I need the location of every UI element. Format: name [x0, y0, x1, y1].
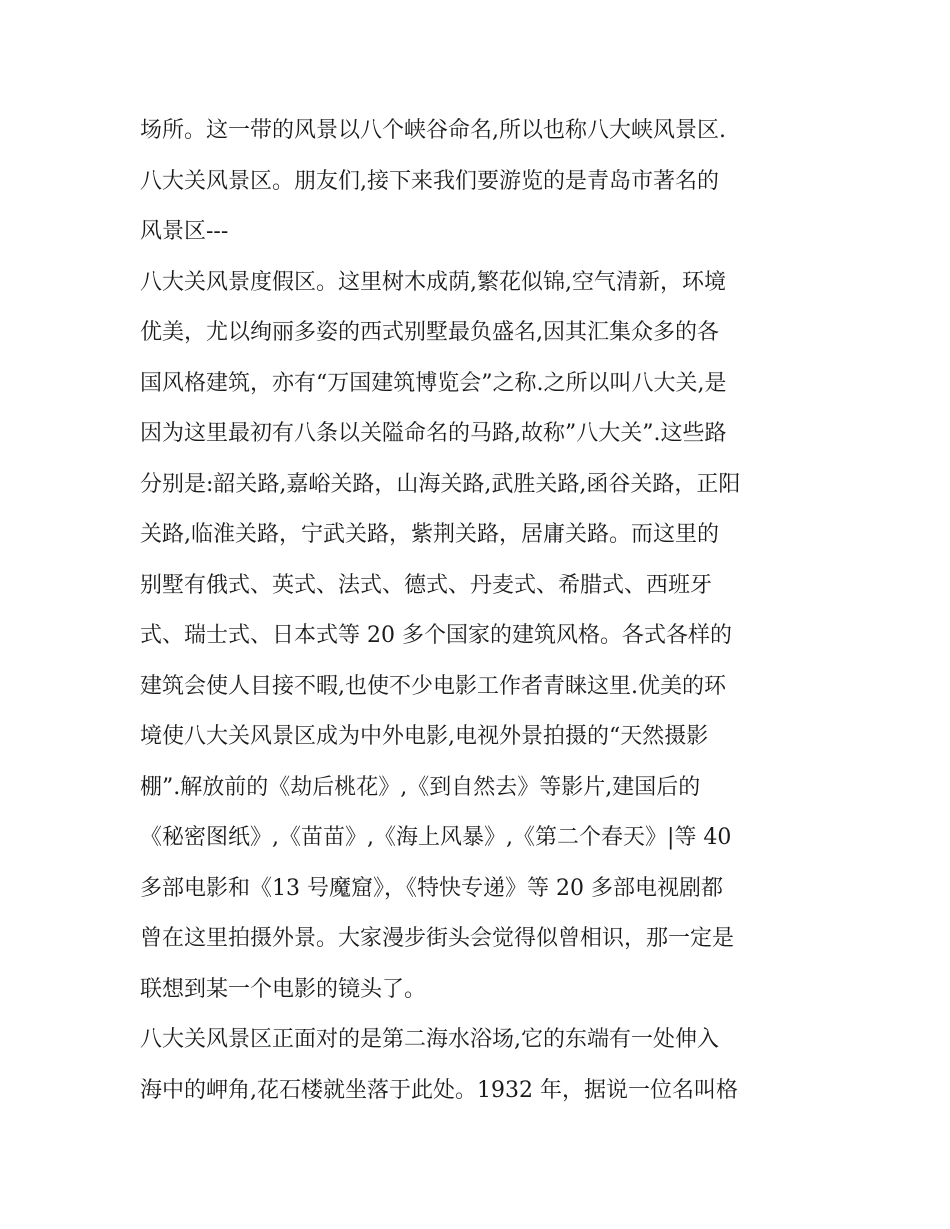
- text-line: 《秘密图纸》,《苗苗》,《海上风暴》,《第二个春天》|等 40: [140, 825, 732, 850]
- text-line: 联想到某一个电影的镜头了。: [140, 976, 427, 1002]
- text-line: 式、瑞士式、日本式等 20 多个国家的建筑风格。各式各样的: [140, 623, 732, 648]
- text-line: 关路,临淮关路，宁武关路，紫荆关路，居庸关路。而这里的: [140, 522, 719, 547]
- text-line: 别墅有俄式、英式、法式、德式、丹麦式、希腊式、西班牙: [140, 572, 713, 598]
- text-line: 建筑会使人目接不暇,也使不少电影工作者青睐这里.优美的环: [140, 673, 726, 699]
- text-line: 国风格建筑，亦有“万国建筑博览会”之称.之所以叫八大关,是: [140, 370, 727, 396]
- text-line: 境使八大关风景区成为中外电影,电视外景拍摄的“天然摄影: [140, 724, 709, 749]
- text-line: 八大关风景度假区。这里树木成荫,繁花似锦,空气清新，环境: [140, 269, 726, 295]
- text-line: 多部电影和《13 号魔窟》，《特快专递》等 20 多部电视剧都: [140, 875, 723, 901]
- text-line: 因为这里最初有八条以关隘命名的马路,故称”八大关”.这些路: [140, 421, 727, 446]
- body-text: [140, 106, 820, 1116]
- text-line: 风景区---: [140, 219, 229, 244]
- text-line: 棚”.解放前的《劫后桃花》,《到自然去》等影片,建国后的: [140, 774, 701, 800]
- text-line: 曾在这里拍摄外景。大家漫步街头会觉得似曾相识，那一定是: [140, 926, 735, 951]
- text-line: 分别是:韶关路,嘉峪关路，山海关路,武胜关路,函谷关路，正阳: [140, 471, 741, 497]
- text-line: 场所。这一带的风景以八个峡谷命名,所以也称八大峡风景区.: [140, 118, 726, 143]
- text-line: 海中的岬角,花石楼就坐落于此处。1932 年，据说一位名叫格: [140, 1077, 738, 1103]
- text-line: 优美，尤以绚丽多姿的西式别墅最负盛名,因其汇集众多的各: [140, 320, 719, 345]
- text-line: 八大关风景区。朋友们,接下来我们要游览的是青岛市著名的: [140, 168, 719, 194]
- text-line: 八大关风景区正面对的是第二海水浴场,它的东端有一处伸入: [140, 1027, 719, 1052]
